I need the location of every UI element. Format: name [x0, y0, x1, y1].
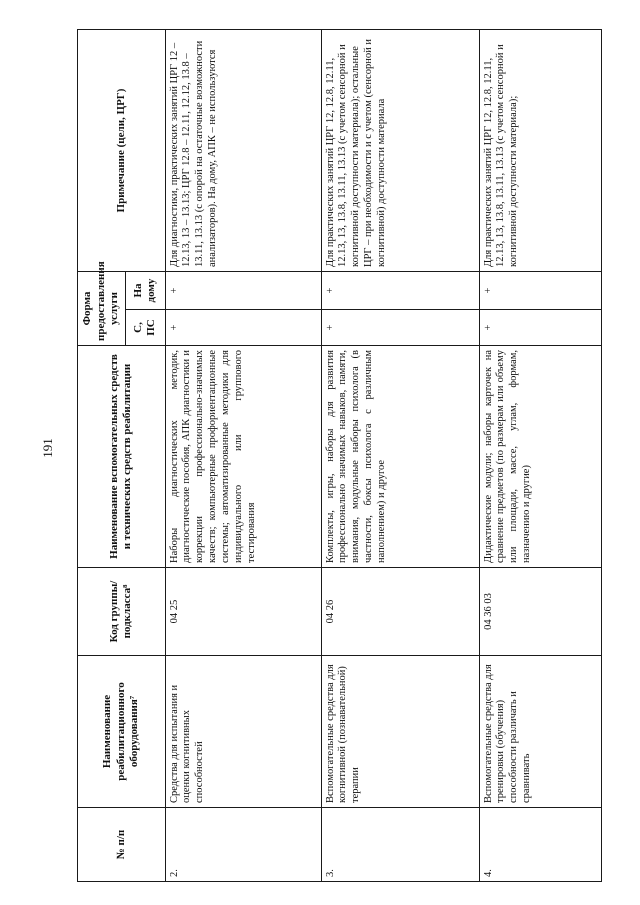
row-num: 4. [479, 808, 601, 882]
row-note: Для практических занятий ЦРГ 12, 12.8, 12.11, 12.13, 13, 13.8, 13.11, 13.13 (с учетом сенсорной и когнитивной доступности материала); [479, 30, 601, 272]
row-name: Средства для испытания и оценки когнитивных способностей [165, 656, 321, 808]
header-form-home: На дому [125, 272, 165, 310]
table-row [321, 30, 479, 882]
rotated-table-container [77, 30, 602, 882]
header-form: Форма предоставления услуги [78, 272, 126, 346]
header-form-s: С, ПС [125, 310, 165, 346]
row-note: Для диагностики, практических занятий ЦРГ 12 – 12.13, 13 – 13.13; ЦРГ 12.8 – 12.11, 12.12, 13.8 – 13.11, 13.13 (с опорой на остаточные возможности анализаторов). На дому, АПК – не используются [165, 30, 321, 272]
page-number: 191 [40, 438, 55, 458]
row-form-home: + [165, 272, 321, 310]
header-aux: Наименование вспомогательных средств и технических средств реабилитации [78, 346, 166, 568]
row-form-s: + [321, 310, 479, 346]
row-num: 2. [165, 808, 321, 882]
row-form-home: + [479, 272, 601, 310]
row-num: 3. [321, 808, 479, 882]
row-aux: Наборы диагностических методик, диагностические пособия, АПК диагностики и коррекции профессионально-значимых качеств; компьютерные профориентационные системы; автоматизированные методики для индивидуального или группового тестирования [165, 346, 321, 568]
header-num: № п/п [78, 808, 166, 882]
rehab-equipment-table [77, 29, 602, 882]
header-name: Наименование реабилитационного оборудования⁷ [78, 656, 166, 808]
row-form-home: + [321, 272, 479, 310]
row-note: Для практических занятий ЦРГ 12, 12.8, 12.11, 12.13, 13, 13.8, 13.11, 13.13 (с учетом сенсорной и когнитивной доступности материала); остальные ЦРГ – при необходимости и с учетом (сенсорной и когнитивной) доступности материала [321, 30, 479, 272]
header-code: Код группы/ подкласса⁸ [78, 568, 166, 656]
row-form-s: + [165, 310, 321, 346]
header-note: Примечание (цели, ЦРГ) [78, 30, 166, 272]
table-row [165, 30, 321, 882]
row-aux: Дидактические модули; наборы карточек на сравнение предметов (по размерам или объему или площади, массе, углам, формам, назначению и другие) [479, 346, 601, 568]
row-form-s: + [479, 310, 601, 346]
row-aux: Комплекты, игры, наборы для развития профессионально значимых навыков, памяти, внимания, модульные наборы психолога (в частности, боксы психолога с различным наполнением) и другое [321, 346, 479, 568]
row-code: 04 25 [165, 568, 321, 656]
table-row [479, 30, 601, 882]
row-code: 04 36 03 [479, 568, 601, 656]
row-code: 04 26 [321, 568, 479, 656]
row-name: Вспомогательные средства для тренировки (обучения) способности различать и сравнивать [479, 656, 601, 808]
row-name: Вспомогательные средства для когнитивной (познавательной) терапии [321, 656, 479, 808]
